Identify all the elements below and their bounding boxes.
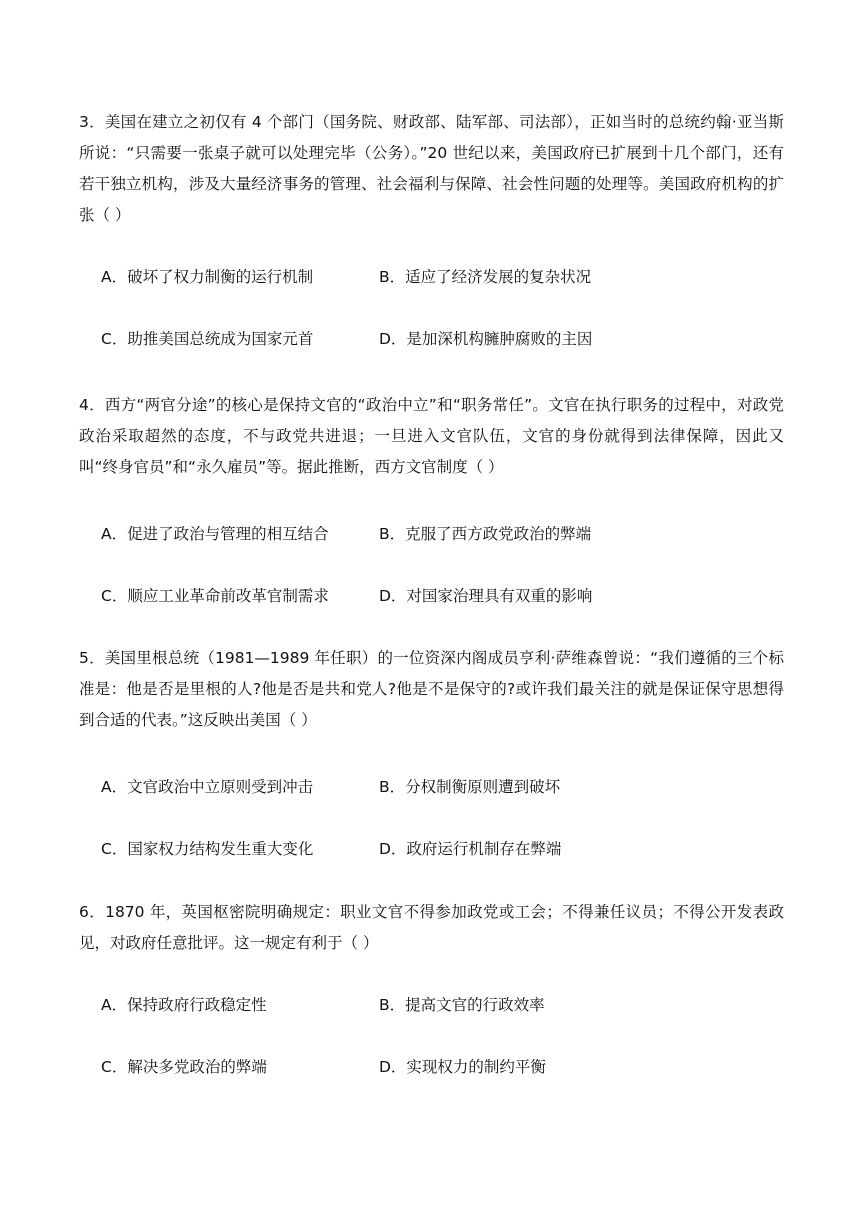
options-row (79, 519, 784, 550)
option-c[interactable]: C．助推美国总统成为国家元首 (101, 330, 314, 348)
option-a[interactable]: A．保持政府行政稳定性 (101, 996, 267, 1014)
question-stem: 5．美国里根总统（1981—1989 年任职）的一位资深内阁成员亨利·萨维森曾说：“我们遵循的三个标准是：他是否是里根的人?他是否是共和党人?他是不是保守的?或许我们最关注的就是保证保守思想得到合适的代表。”这反映出美国（ ） (79, 649, 784, 729)
question-stem: 4．西方“两官分途”的核心是保持文官的“政治中立”和“职务常任”。文官在执行职务的过程中，对政党政治采取超然的态度，不与政党共进退；一旦进入文官队伍，文官的身份就得到法律保障，因此又叫“终身官员”和“永久雇员”等。据此推断，西方文官制度（ ） (79, 396, 784, 476)
options-row (79, 990, 784, 1021)
options-row (79, 772, 784, 803)
option-d[interactable]: D．实现权力的制约平衡 (379, 1058, 546, 1076)
option-b[interactable]: B．适应了经济发展的复杂状况 (379, 268, 592, 286)
option-a[interactable]: A．破坏了权力制衡的运行机制 (101, 268, 314, 286)
question-5 (79, 643, 784, 865)
question-3 (79, 107, 784, 355)
option-b[interactable]: B．提高文官的行政效率 (379, 996, 545, 1014)
option-a[interactable]: A．促进了政治与管理的相互结合 (101, 525, 329, 543)
question-stem: 3．美国在建立之初仅有 4 个部门（国务院、财政部、陆军部、司法部），正如当时的总统约翰·亚当斯所说：“只需要一张桌子就可以处理完毕（公务）。”20 世纪以来，美国政府已扩展到十几个部门，还有若干独立机构，涉及大量经济事务的管理、社会福利与保障、社会性问题的处理等。美国政府机构的扩张（ ） (79, 113, 784, 224)
options-row (79, 581, 784, 612)
options-row (79, 1052, 784, 1083)
question-6 (79, 897, 784, 1083)
option-b[interactable]: B．克服了西方政党政治的弊端 (379, 525, 592, 543)
option-d[interactable]: D．政府运行机制存在弊端 (379, 840, 562, 858)
options-row (79, 262, 784, 293)
option-d[interactable]: D．是加深机构臃肿腐败的主因 (379, 330, 593, 348)
options-row (79, 324, 784, 355)
option-b[interactable]: B．分权制衡原则遭到破坏 (379, 778, 561, 796)
option-c[interactable]: C．解决多党政治的弊端 (101, 1058, 267, 1076)
options-row (79, 834, 784, 865)
question-stem: 6．1870 年，英国枢密院明确规定：职业文官不得参加政党或工会；不得兼任议员；不得公开发表政见，对政府任意批评。这一规定有利于（ ） (79, 903, 784, 952)
option-c[interactable]: C．国家权力结构发生重大变化 (101, 840, 314, 858)
option-a[interactable]: A．文官政治中立原则受到冲击 (101, 778, 314, 796)
question-4 (79, 390, 784, 612)
option-d[interactable]: D．对国家治理具有双重的影响 (379, 587, 593, 605)
option-c[interactable]: C．顺应工业革命前改革官制需求 (101, 587, 329, 605)
